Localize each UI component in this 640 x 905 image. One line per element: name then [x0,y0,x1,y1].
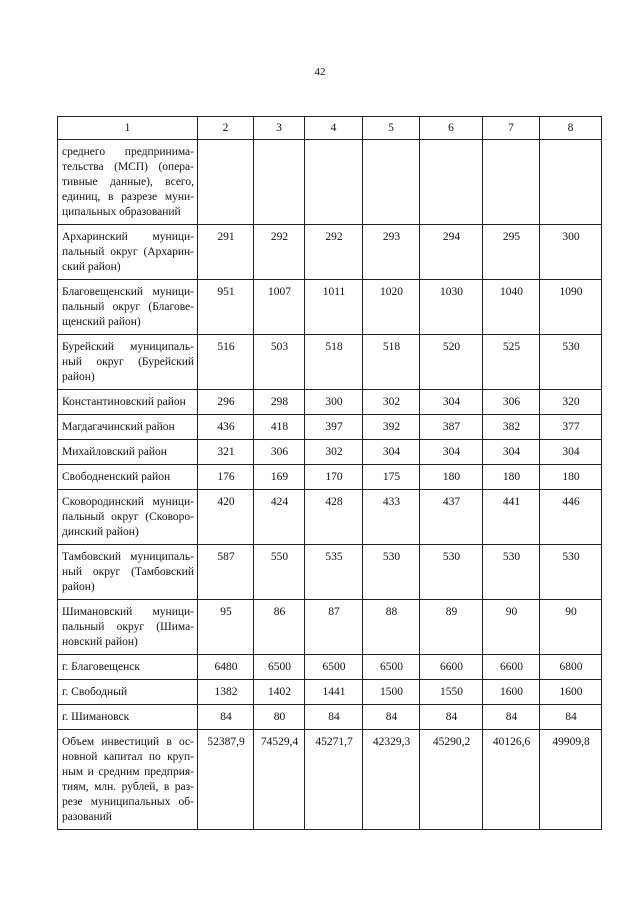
table-row [58,490,602,545]
row-label: Свободненский район [58,465,198,490]
table-cell: 176 [198,465,254,490]
table-cell: 1007 [254,280,305,335]
table-row [58,545,602,600]
table-row [58,280,602,335]
table-cell: 1030 [420,280,483,335]
table-cell: 74529,4 [254,730,305,830]
column-header: 2 [198,117,254,140]
table-cell: 304 [420,390,483,415]
table-cell: 1550 [420,680,483,705]
row-label: г. Шимановск [58,705,198,730]
table-cell: 302 [363,390,420,415]
table-cell: 437 [420,490,483,545]
table-cell: 1402 [254,680,305,705]
table-row [58,600,602,655]
row-label: Архаринский муници-пальный округ (Архарин-ский район) [58,225,198,280]
table-cell: 95 [198,600,254,655]
table-cell: 441 [483,490,540,545]
table-cell: 6480 [198,655,254,680]
table-cell: 428 [305,490,363,545]
table-row [58,465,602,490]
table-cell: 180 [540,465,602,490]
row-label: среднего предпринима-тельства (МСП) (опера-тивные данные), всего, единиц, в разрезе муни-ципальных образований [58,140,198,225]
table-cell: 306 [483,390,540,415]
column-header: 4 [305,117,363,140]
table-cell [483,140,540,225]
table-cell: 302 [305,440,363,465]
table-cell: 420 [198,490,254,545]
table-cell: 1441 [305,680,363,705]
table-cell: 291 [198,225,254,280]
table-cell [305,140,363,225]
table-cell: 530 [540,545,602,600]
table-cell: 503 [254,335,305,390]
table-row [58,705,602,730]
table-cell: 382 [483,415,540,440]
row-label: Константиновский район [58,390,198,415]
table-cell: 49909,8 [540,730,602,830]
table-cell: 86 [254,600,305,655]
column-header: 1 [58,117,198,140]
table-row [58,225,602,280]
table-cell: 90 [483,600,540,655]
column-header: 5 [363,117,420,140]
table-cell: 6500 [363,655,420,680]
table-cell: 304 [540,440,602,465]
table-cell: 84 [420,705,483,730]
table-cell: 40126,6 [483,730,540,830]
table-cell: 89 [420,600,483,655]
column-header: 6 [420,117,483,140]
table-row [58,390,602,415]
column-header: 8 [540,117,602,140]
table-cell: 587 [198,545,254,600]
table-cell [540,140,602,225]
table-cell: 84 [305,705,363,730]
table-cell: 87 [305,600,363,655]
row-label: г. Свободный [58,680,198,705]
table-row [58,730,602,830]
table-cell: 321 [198,440,254,465]
table-row [58,415,602,440]
table-cell: 294 [420,225,483,280]
table-cell: 304 [363,440,420,465]
table-cell: 6800 [540,655,602,680]
table-cell: 80 [254,705,305,730]
table-cell: 175 [363,465,420,490]
table-cell: 293 [363,225,420,280]
table-cell: 84 [540,705,602,730]
table-cell: 1382 [198,680,254,705]
table-cell: 1090 [540,280,602,335]
row-label: Магдагачинский район [58,415,198,440]
table-cell: 170 [305,465,363,490]
column-header: 3 [254,117,305,140]
table-cell: 300 [305,390,363,415]
table-cell: 518 [363,335,420,390]
table-cell: 88 [363,600,420,655]
row-label: г. Благовещенск [58,655,198,680]
table-cell: 320 [540,390,602,415]
table-cell: 530 [420,545,483,600]
table-cell: 530 [483,545,540,600]
table-cell: 306 [254,440,305,465]
table-cell: 436 [198,415,254,440]
table-row [58,440,602,465]
table-cell: 1500 [363,680,420,705]
table-cell: 292 [254,225,305,280]
table-cell: 84 [198,705,254,730]
table-cell: 292 [305,225,363,280]
table-cell [254,140,305,225]
row-label: Тамбовский муниципаль-ный округ (Тамбовский район) [58,545,198,600]
table-cell: 84 [363,705,420,730]
table-cell: 45290,2 [420,730,483,830]
table-cell: 1011 [305,280,363,335]
table-cell [198,140,254,225]
table-cell: 1020 [363,280,420,335]
table-cell: 6500 [254,655,305,680]
table-cell: 530 [540,335,602,390]
table-cell: 90 [540,600,602,655]
table-cell: 298 [254,390,305,415]
table-cell: 520 [420,335,483,390]
row-label: Благовещенский муници-пальный округ (Благове-щенский район) [58,280,198,335]
table-row [58,655,602,680]
table-cell: 516 [198,335,254,390]
table-cell: 180 [420,465,483,490]
data-table [57,116,602,830]
row-label: Сковородинский муници-пальный округ (Сковоро-динский район) [58,490,198,545]
table-cell [363,140,420,225]
table-row [58,140,602,225]
row-label: Объем инвестиций в ос-новной капитал по круп-ным и средним предприя-тиям, млн. рублей, в раз-резе муниципальных об-разований [58,730,198,830]
table-cell: 951 [198,280,254,335]
column-header: 7 [483,117,540,140]
table-cell: 6600 [420,655,483,680]
table-cell: 418 [254,415,305,440]
table-cell: 530 [363,545,420,600]
table-cell: 169 [254,465,305,490]
table-cell: 1600 [483,680,540,705]
table-cell: 295 [483,225,540,280]
table-cell: 377 [540,415,602,440]
table-cell: 525 [483,335,540,390]
table-row [58,680,602,705]
table-cell: 42329,3 [363,730,420,830]
table-cell: 397 [305,415,363,440]
table-row [58,335,602,390]
table-cell [420,140,483,225]
table-cell: 1600 [540,680,602,705]
header-row [58,117,602,140]
table-cell: 304 [483,440,540,465]
table-cell: 424 [254,490,305,545]
table-cell: 392 [363,415,420,440]
table-cell: 6600 [483,655,540,680]
table-cell: 300 [540,225,602,280]
table-cell: 550 [254,545,305,600]
table-cell: 6500 [305,655,363,680]
table-cell: 84 [483,705,540,730]
table-cell: 387 [420,415,483,440]
row-label: Шимановский муници-пальный округ (Шима-новский район) [58,600,198,655]
table-cell: 1040 [483,280,540,335]
table-cell: 45271,7 [305,730,363,830]
table-cell: 446 [540,490,602,545]
table-cell: 304 [420,440,483,465]
table-cell: 535 [305,545,363,600]
row-label: Михайловский район [58,440,198,465]
table-cell: 52387,9 [198,730,254,830]
table-cell: 433 [363,490,420,545]
row-label: Бурейский муниципаль-ный округ (Бурейский район) [58,335,198,390]
page-number: 42 [314,66,326,78]
table-body [58,140,602,830]
table-cell: 518 [305,335,363,390]
table-cell: 296 [198,390,254,415]
table-cell: 180 [483,465,540,490]
